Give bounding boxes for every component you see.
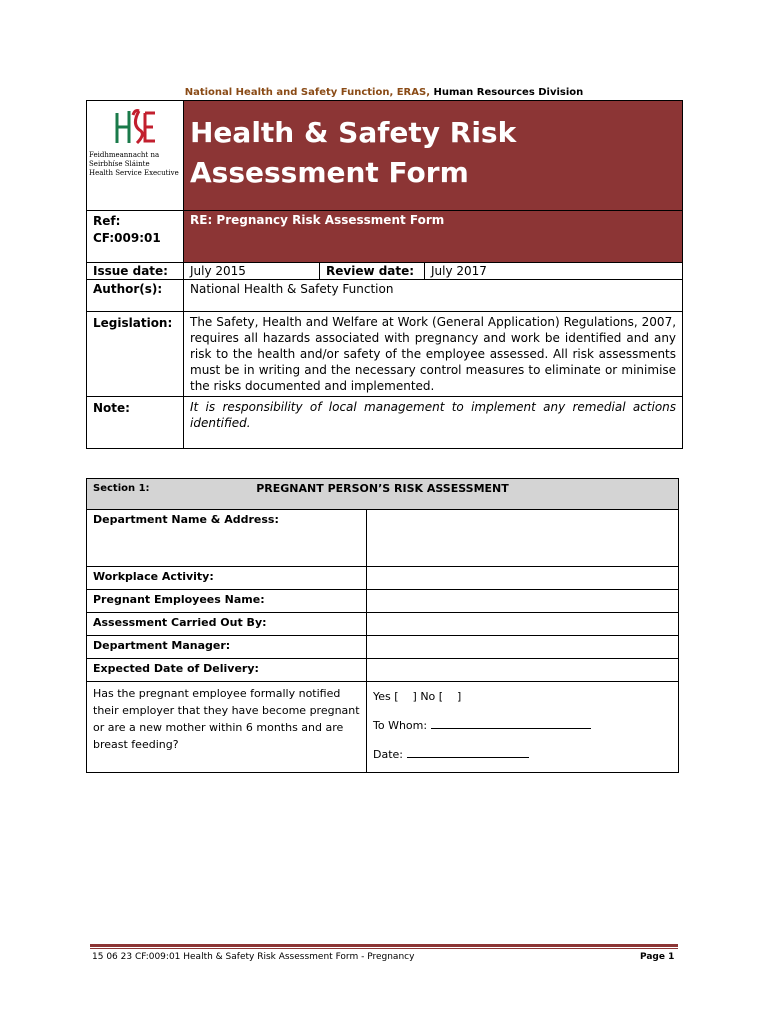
table-row — [87, 636, 679, 659]
legislation-label: Legislation: — [87, 312, 184, 397]
author-value: National Health & Safety Function — [184, 280, 683, 312]
form-info-table — [86, 100, 683, 449]
to-whom-field[interactable] — [431, 718, 591, 729]
re-cell — [184, 211, 683, 263]
notification-question: Has the pregnant employee formally notified their employer that they have become pregnant or are a new mother within 6 months and are breast feeding? — [87, 682, 367, 773]
form-title-cell — [184, 101, 683, 211]
section1-title: PREGNANT PERSON’S RISK ASSESSMENT — [256, 482, 509, 495]
department-manager-label: Department Manager: — [87, 636, 367, 659]
yes-no-checkbox[interactable]: Yes [ ] No [ ] — [373, 690, 462, 703]
re-text: RE: Pregnancy Risk Assessment Form — [190, 213, 445, 227]
table-row — [87, 659, 679, 682]
table-row — [87, 682, 679, 773]
note-label: Note: — [87, 397, 184, 449]
ref-value: CF:009:01 — [93, 231, 161, 245]
assessor-label: Assessment Carried Out By: — [87, 613, 367, 636]
review-date-value: July 2017 — [425, 263, 683, 280]
table-row — [87, 510, 679, 567]
date-field[interactable] — [407, 747, 529, 758]
date-row — [373, 740, 672, 769]
review-date-label: Review date: — [320, 263, 425, 280]
ref-cell — [87, 211, 184, 263]
delivery-date-label: Expected Date of Delivery: — [87, 659, 367, 682]
form-title: Health & Safety Risk Assessment Form — [190, 116, 517, 189]
issue-date-value: July 2015 — [184, 263, 320, 280]
footer-page-number: Page 1 — [640, 952, 675, 962]
department-label: Department Name & Address: — [87, 510, 367, 567]
note-value: It is responsibility of local management to implement any remedial actions identified. — [184, 397, 683, 449]
table-row — [87, 567, 679, 590]
to-whom-label: To Whom: — [373, 719, 428, 732]
footer-doc-ref: 15 06 23 CF:009:01 Health & Safety Risk Assessment Form - Pregnancy — [92, 952, 415, 962]
legislation-value: The Safety, Health and Welfare at Work (General Application) Regulations, 2007, requires all hazards associated with pregnancy and work be identified and any risk to the health and/or safety of the employee assessed. All risk assessments must be in writing and the necessary control measures to eliminate or minimise the risks documented and implemented. — [184, 312, 683, 397]
author-label: Author(s): — [87, 280, 184, 312]
logo-caption: Feidhmeannacht na Seirbhíse Sláinte Health Service Executive — [89, 151, 179, 177]
ref-label: Ref: — [93, 214, 121, 228]
header-division: Human Resources Division — [430, 87, 584, 98]
workplace-activity-field[interactable] — [367, 567, 679, 590]
department-field[interactable] — [367, 510, 679, 567]
employee-name-field[interactable] — [367, 590, 679, 613]
document-header — [0, 87, 768, 98]
footer-divider — [90, 944, 678, 947]
table-row — [87, 613, 679, 636]
section1-table — [86, 478, 679, 773]
delivery-date-field[interactable] — [367, 659, 679, 682]
section1-header-row — [87, 479, 679, 510]
department-manager-field[interactable] — [367, 636, 679, 659]
section1-label: Section 1: — [93, 483, 150, 494]
footer-divider-thin — [90, 948, 678, 949]
table-row — [87, 590, 679, 613]
date-label: Date: — [373, 748, 403, 761]
assessor-field[interactable] — [367, 613, 679, 636]
to-whom-row — [373, 711, 672, 740]
issue-date-label: Issue date: — [87, 263, 184, 280]
workplace-activity-label: Workplace Activity: — [87, 567, 367, 590]
logo-cell — [87, 101, 184, 211]
hse-logo-icon — [109, 107, 159, 147]
notification-answer-cell — [367, 682, 679, 773]
header-org: National Health and Safety Function, ERAS, — [184, 87, 431, 98]
employee-name-label: Pregnant Employees Name: — [87, 590, 367, 613]
